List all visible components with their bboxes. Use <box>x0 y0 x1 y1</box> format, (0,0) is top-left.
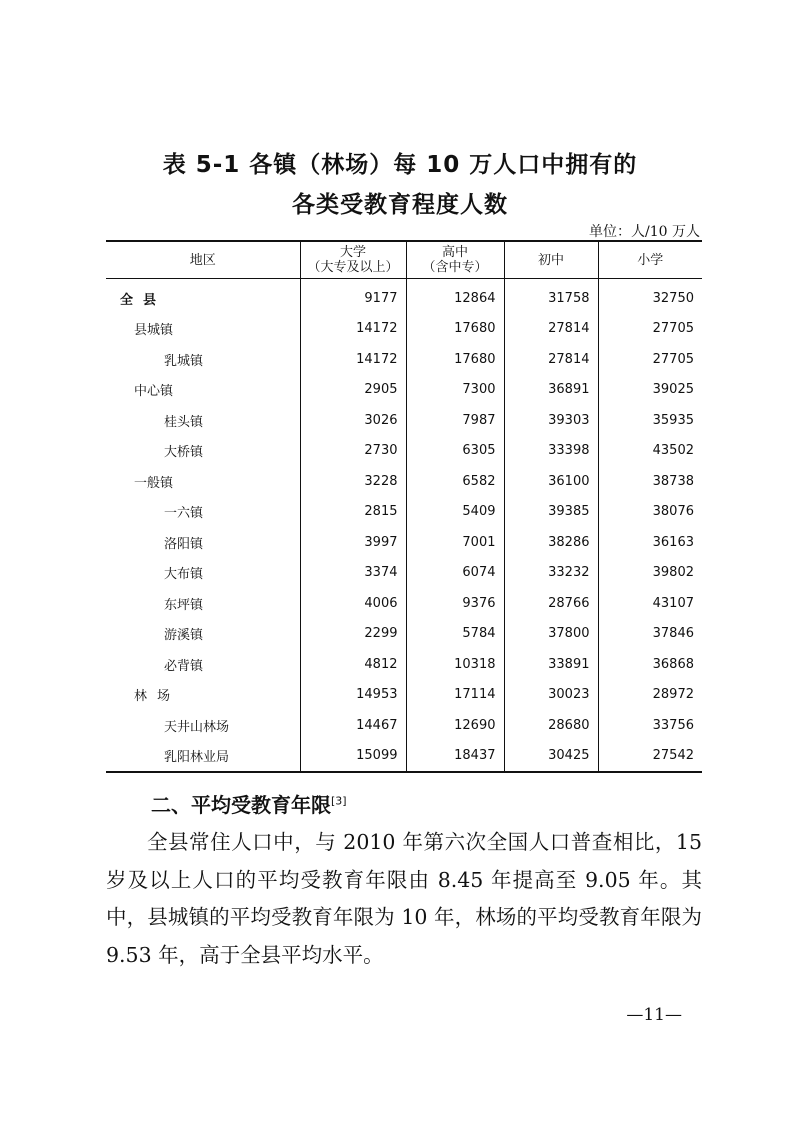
table-cell: 6582 <box>406 466 504 497</box>
region-name: 一般镇 <box>134 475 174 491</box>
table-cell: 32750 <box>598 279 702 314</box>
table-cell: 36891 <box>504 375 598 406</box>
table-cell: 37846 <box>598 619 702 650</box>
region-name: 必背镇 <box>164 658 204 674</box>
education-table <box>106 240 702 773</box>
table-cell: 30425 <box>504 741 598 773</box>
table-cell: 27542 <box>598 741 702 773</box>
table-cell: 36868 <box>598 649 702 680</box>
table-cell: 39025 <box>598 375 702 406</box>
table-cell: 30023 <box>504 680 598 711</box>
table-cell: 39385 <box>504 497 598 528</box>
table-cell: 43502 <box>598 436 702 467</box>
table-cell: 4006 <box>300 588 406 619</box>
table-cell: 38738 <box>598 466 702 497</box>
table-cell: 28766 <box>504 588 598 619</box>
region-name: 县城镇 <box>134 323 174 339</box>
table-row <box>106 558 702 589</box>
table-cell: 33891 <box>504 649 598 680</box>
region-name: 乳城镇 <box>164 353 204 369</box>
table-cell: 7300 <box>406 375 504 406</box>
table-cell: 35935 <box>598 405 702 436</box>
table-cell: 10318 <box>406 649 504 680</box>
region-name: 林场 <box>134 689 181 705</box>
region-name: 全县 <box>120 292 167 308</box>
table-cell: 2905 <box>300 375 406 406</box>
table-row <box>106 436 702 467</box>
region-name: 中心镇 <box>134 384 174 400</box>
table-cell: 27814 <box>504 344 598 375</box>
table-cell: 38076 <box>598 497 702 528</box>
table-cell: 2730 <box>300 436 406 467</box>
table-cell: 28972 <box>598 680 702 711</box>
body-paragraph: 全县常住人口中，与 2010 年第六次全国人口普查相比，15 岁及以上人口的平均受教育年限由 8.45 年提高至 9.05 年。其中，县城镇的平均受教育年限为 10 年，林场的平均受教育年限为 9.53 年，高于全县平均水平。 <box>106 830 702 967</box>
header-junior-high: 初中 <box>504 241 598 279</box>
table-cell: 17114 <box>406 680 504 711</box>
section-heading: 二、平均受教育年限[3] <box>151 793 347 817</box>
table-cell: 27814 <box>504 314 598 345</box>
table-row <box>106 466 702 497</box>
table-cell: 38286 <box>504 527 598 558</box>
table-row <box>106 279 702 314</box>
region-name: 大桥镇 <box>164 445 204 461</box>
table-cell: 39802 <box>598 558 702 589</box>
table-row <box>106 710 702 741</box>
region-name: 游溪镇 <box>164 628 204 644</box>
table-cell: 6074 <box>406 558 504 589</box>
table-cell: 15099 <box>300 741 406 773</box>
header-university: 大学 （大专及以上） <box>300 241 406 279</box>
table-cell: 28680 <box>504 710 598 741</box>
table-cell: 12864 <box>406 279 504 314</box>
table-title-line2: 各类受教育程度人数 <box>292 192 508 218</box>
table-cell: 3374 <box>300 558 406 589</box>
table-cell: 31758 <box>504 279 598 314</box>
table-cell: 14172 <box>300 344 406 375</box>
region-name: 大布镇 <box>164 567 204 583</box>
table-title-line1: 表 5-1 各镇（林场）每 10 万人口中拥有的 <box>162 152 638 178</box>
table-cell: 5409 <box>406 497 504 528</box>
table-cell: 14467 <box>300 710 406 741</box>
table-cell: 7987 <box>406 405 504 436</box>
table-row <box>106 527 702 558</box>
table-cell: 43107 <box>598 588 702 619</box>
table-cell: 17680 <box>406 314 504 345</box>
table-cell: 4812 <box>300 649 406 680</box>
table-cell: 9376 <box>406 588 504 619</box>
table-row <box>106 588 702 619</box>
page-number: —11— <box>626 1005 682 1025</box>
table-cell: 3228 <box>300 466 406 497</box>
table-cell: 33232 <box>504 558 598 589</box>
table-cell: 27705 <box>598 344 702 375</box>
table-row <box>106 680 702 711</box>
region-name: 一六镇 <box>164 506 204 522</box>
table-cell: 5784 <box>406 619 504 650</box>
table-cell: 3026 <box>300 405 406 436</box>
footnote-mark: [3] <box>331 794 347 808</box>
table-cell: 36163 <box>598 527 702 558</box>
table-cell: 33398 <box>504 436 598 467</box>
table-cell: 12690 <box>406 710 504 741</box>
table-row <box>106 619 702 650</box>
table-cell: 2299 <box>300 619 406 650</box>
region-name: 乳阳林业局 <box>164 750 230 766</box>
table-cell: 18437 <box>406 741 504 773</box>
region-name: 东坪镇 <box>164 597 204 613</box>
table-row <box>106 314 702 345</box>
table-cell: 14953 <box>300 680 406 711</box>
table-row <box>106 741 702 773</box>
table-row <box>106 405 702 436</box>
header-region: 地区 <box>106 241 300 279</box>
header-primary: 小学 <box>598 241 702 279</box>
table-cell: 3997 <box>300 527 406 558</box>
region-name: 桂头镇 <box>164 414 204 430</box>
table-cell: 27705 <box>598 314 702 345</box>
table-cell: 33756 <box>598 710 702 741</box>
region-name: 洛阳镇 <box>164 536 204 552</box>
header-high-school: 高中 （含中专） <box>406 241 504 279</box>
table-cell: 17680 <box>406 344 504 375</box>
table-cell: 7001 <box>406 527 504 558</box>
unit-note: 单位：人/10 万人 <box>589 224 700 240</box>
table-cell: 6305 <box>406 436 504 467</box>
table-cell: 2815 <box>300 497 406 528</box>
table-row <box>106 344 702 375</box>
table-cell: 39303 <box>504 405 598 436</box>
table-cell: 37800 <box>504 619 598 650</box>
region-name: 天井山林场 <box>164 719 230 735</box>
table-cell: 36100 <box>504 466 598 497</box>
table-cell: 9177 <box>300 279 406 314</box>
table-row <box>106 497 702 528</box>
table-header-row <box>106 241 702 279</box>
table-row <box>106 375 702 406</box>
table-cell: 14172 <box>300 314 406 345</box>
table-row <box>106 649 702 680</box>
